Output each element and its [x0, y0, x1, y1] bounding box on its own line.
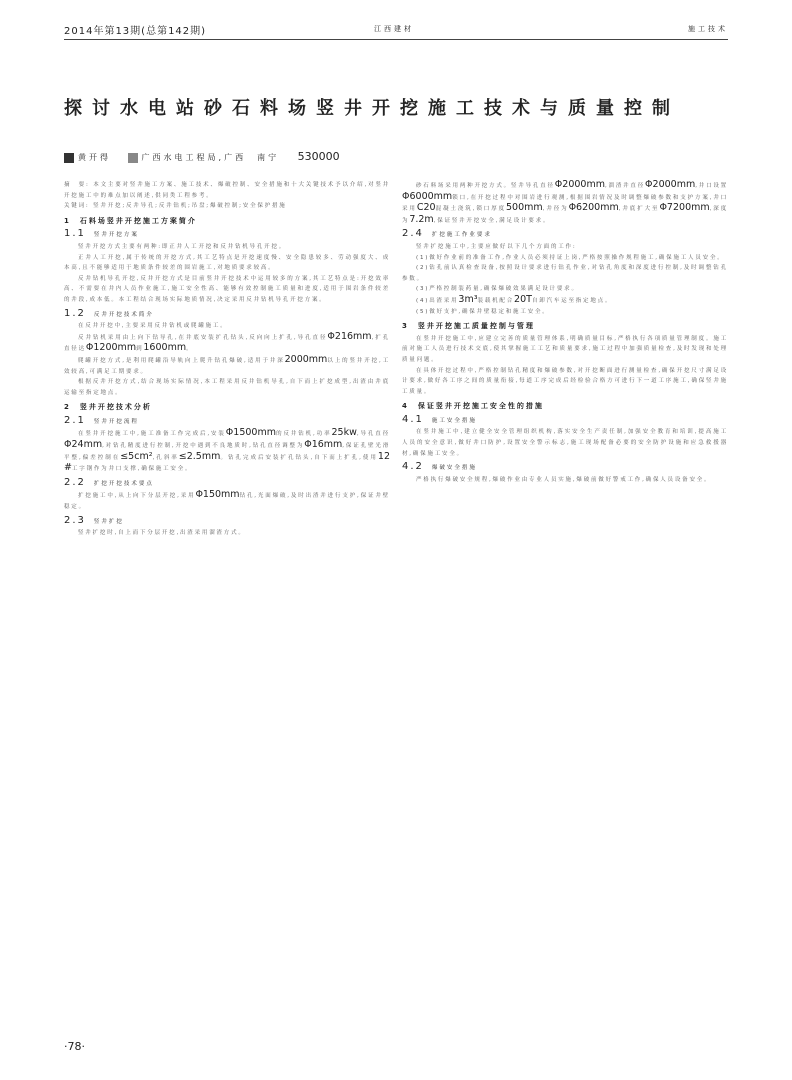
left-body [64, 216, 390, 539]
keywords [64, 201, 390, 212]
inline-value: Φ2000mm [554, 179, 605, 190]
inline-value: C20 [416, 202, 436, 214]
subsection-number: 2.1 [64, 414, 86, 426]
section-heading: 1 石料场竖井开挖施工方案简介 [64, 216, 197, 225]
author-affiliation: 广西水电工程局,广西 南宁 [141, 153, 280, 162]
paper-title: 探讨水电站砂石料场竖井开挖施工技术与质量控制 [64, 98, 680, 119]
inline-value: 500mm [506, 202, 543, 214]
body-paragraph: 正井人工开挖,属于传统的开挖方式,其工艺特点是开挖速度慢、安全隐患较多、劳动强度大、成本高,且不能够适用于地质条件较差的围岩施工,对地质要求较高。 [64, 254, 390, 272]
subsection-number: 1.2 [64, 307, 86, 319]
subsection-heading [64, 516, 390, 528]
running-header [64, 22, 728, 38]
subsection-heading [402, 415, 728, 427]
body-paragraph: 在竖井开挖施工中,应建立完善的质量管理体系,明确质量目标,严格执行各项质量管理制度。施工前对施工人员进行技术交底,使其掌握施工工艺和质量要求,施工过程中加强质量检查,及时发现和处理质量问题。 [402, 335, 728, 363]
abstract [64, 180, 390, 201]
body-paragraph: 反井钻机导孔开挖,反井开挖方式是目前竖井开挖技术中运用较多的方案,其工艺特点是:开挖效率高、不需要在井内人员作业施工,施工安全性高、能够有效控制施工质量和进度,适用于围岩条件较差的井段,成本低。本工程结合现场实际地质情况,决定采用反井钻机导孔开挖方案。 [64, 275, 390, 303]
affiliation-marker-icon [128, 153, 138, 163]
text-run: 以上的竖井开挖,工效较高,可满足工期要求。 [64, 357, 390, 375]
subsection-heading [402, 462, 728, 474]
page-number: ·78· [64, 1040, 85, 1053]
right-column [402, 180, 728, 485]
text-run: 钻孔,光面爆破,及时出渣并进行支护,保证井壁稳定。 [64, 493, 390, 511]
text-run: ,导孔直径 [356, 431, 390, 438]
inline-value: Φ1200mm [85, 342, 137, 354]
subsection-number: 2.2 [64, 476, 86, 488]
text-run: ,溜渣井直径 [604, 183, 646, 189]
inline-value: Φ216mm [327, 330, 372, 342]
inline-value: Φ150mm [195, 489, 240, 501]
text-run: ,井底扩大至 [618, 206, 660, 213]
text-run: 装载机配合 [477, 297, 515, 304]
inline-value: 25kw [331, 427, 357, 439]
body-paragraph [402, 295, 728, 307]
subsection-title: 爆破安全措施 [431, 465, 477, 472]
text-run: (4)出渣采用 [416, 297, 459, 304]
body-paragraph: (5)做好支护,确保井壁稳定和施工安全。 [416, 308, 550, 315]
subsection-title: 扩挖开挖技术要点 [93, 480, 154, 487]
subsection-number: 4.1 [402, 413, 424, 425]
abstract-label: 摘 要: [64, 182, 90, 188]
subsection-heading [64, 416, 390, 428]
body-paragraph [64, 332, 390, 355]
section-heading: 2 竖井开挖技术分析 [64, 403, 152, 412]
subsection-heading [64, 309, 390, 321]
text-run: ,孔斜率 [152, 454, 179, 461]
text-run: 。钻孔完成后安装扩孔钻头,自下而上扩孔,使用 [220, 454, 378, 461]
body-paragraph: 竖井扩挖施工中,主要应做好以下几个方面的工作: [416, 243, 577, 250]
header-rule [64, 39, 728, 40]
body-paragraph [64, 355, 390, 377]
text-run: ,保证孔壁光滑平整,偏差控制在 [64, 443, 390, 461]
keywords-label: 关键词: [64, 203, 90, 210]
text-run: 到 [136, 346, 144, 353]
subsection-number: 2.4 [402, 228, 424, 240]
text-run: 反井钻机采用由上向下钻导孔,在井底安装扩孔钻头,反向向上扩孔,导孔直径 [78, 334, 328, 341]
text-run: 自卸汽车运至指定地点。 [531, 297, 613, 304]
body-paragraph: 在竖井施工中,建立健全安全管理组织机构,落实安全生产责任制,加强安全教育和培训,提高施工人员的安全意识,做好井口防护,设置安全警示标志,施工现场配备必要的安全防护设施和应急救援器材,确保施工安全。 [402, 429, 728, 457]
inline-value: Φ7200mm [659, 202, 710, 214]
inline-value: Φ24mm [64, 439, 103, 451]
text-run: 工字钢作为井口支撑,确保施工安全。 [71, 466, 193, 473]
abstract-block [64, 180, 390, 212]
left-column [64, 180, 390, 539]
postal-code: 530000 [297, 150, 340, 163]
subsection-heading [64, 229, 390, 241]
body-paragraph: 根据反井开挖方式,结合现场实际情况,本工程采用反井钻机导孔,自下而上扩挖成型,出渣由井底运输至指定地点。 [64, 379, 390, 396]
body-paragraph: (3)严格控制装药量,确保爆破效果满足设计要求。 [416, 286, 579, 293]
body-paragraph [402, 180, 728, 226]
subsection-title: 竖井扩挖 [93, 518, 124, 525]
author-marker-icon [64, 153, 74, 163]
body-paragraph: (1)做好作业前的准备工作,作业人员必须持证上岗,严格按照操作规程施工,确保施工人员安全。 [416, 254, 725, 261]
subsection-title: 竖井开挖流程 [93, 418, 139, 425]
text-run: 在竖井开挖施工中,施工准备工作完成后,安装 [78, 431, 226, 438]
journal-name: 江西建材 [374, 25, 414, 33]
keywords-text: 竖井开挖;反井导孔;反井钻机;吊盘;爆破控制;安全保护措施 [93, 203, 287, 210]
body-paragraph: (2)钻孔前认真检查设备,按照设计要求进行钻孔作业,对钻孔角度和深度进行控制,及时调整钻孔参数。 [402, 265, 728, 282]
body-paragraph: 竖井扩挖时,自上而下分层开挖,出渣采用溜渣方式。 [78, 530, 246, 537]
text-run: ,井口设置 [695, 183, 728, 189]
inline-value: 12# [64, 450, 390, 474]
body-paragraph: 竖井开挖方式主要有两种:即正井人工开挖和反井钻机导孔开挖。 [78, 243, 287, 250]
text-run: 爬罐开挖方式,是利用爬罐沿导轨向上爬升钻孔爆破,适用于井深 [78, 357, 285, 364]
text-run: 混凝土浇筑,锁口厚度 [435, 206, 507, 213]
subsection-number: 2.3 [64, 514, 86, 526]
inline-value: Φ2000mm [645, 179, 696, 190]
text-run: ,扩孔直径达 [64, 334, 390, 353]
text-run: 锁口,在开挖过程中对围岩进行观测,根据围岩情况及时调整爆破参数和支护方案,井口采用 [402, 194, 728, 213]
author-line [64, 150, 340, 163]
section-heading: 3 竖井开挖施工质量控制与管理 [402, 322, 535, 331]
inline-value: 7.2m [409, 213, 434, 225]
inline-value: Φ6000mm [402, 190, 453, 202]
inline-value: ≤2.5mm [178, 450, 221, 462]
abstract-text: 本文主要对竖井施工方案、施工技术、爆破控制、安全措施和十大关键技术予以介绍,对竖井开挖施工中的难点加以阐述,供同类工程参考。 [64, 182, 390, 199]
text-run: ,井径为 [542, 206, 569, 213]
subsection-title: 扩挖施工作业要求 [431, 232, 492, 239]
text-run: 。 [186, 346, 194, 353]
inline-value: 3m³ [458, 293, 478, 305]
inline-value: Φ16mm [304, 439, 343, 451]
author-name: 黄开得 [78, 153, 111, 162]
body-paragraph: 严格执行爆破安全规程,爆破作业由专业人员实施,爆破前做好警戒工作,确保人员设备安全。 [416, 476, 712, 483]
subsection-heading [402, 229, 728, 241]
subsection-number: 1.1 [64, 228, 86, 240]
section-name: 施工技术 [688, 25, 728, 33]
inline-value: Φ6200mm [568, 202, 619, 214]
inline-value: Φ1500mm [225, 427, 276, 439]
text-run: ,深度为 [402, 206, 728, 224]
inline-value: 20T [514, 293, 532, 305]
subsection-title: 施工安全措施 [431, 417, 477, 424]
issue-info: 2014年第13期(总第142期) [64, 26, 207, 37]
text-run: 砂石料场采用两种开挖方式。竖井导孔直径 [416, 183, 555, 189]
text-run: 的反井钻机,功率 [275, 431, 332, 438]
text-run: 扩挖施工中,从上向下分层开挖,采用 [78, 493, 196, 500]
inline-value: ≤5cm² [120, 450, 153, 462]
text-run: ,保证竖井开挖安全,满足设计要求。 [433, 217, 551, 224]
subsection-number: 4.2 [402, 461, 424, 473]
body-paragraph [64, 490, 390, 512]
subsection-title: 竖井开挖方案 [93, 232, 139, 239]
right-body [402, 180, 728, 485]
body-paragraph: 在具体开挖过程中,严格控制钻孔精度和爆破参数,对开挖断面进行测量检查,确保开挖尺寸满足设计要求,做好各工序之间的质量衔接,每道工序完成后经检验合格方可进行下一道工序施工,确保竖井施工质量。 [402, 367, 728, 395]
text-run: ,对钻孔精度进行控制,开挖中遇到不良地质时,钻孔直径调整为 [102, 443, 305, 450]
body-paragraph: 在反井开挖中,主要采用反井钻机或爬罐施工。 [78, 323, 228, 330]
section-heading: 4 保证竖井开挖施工安全性的措施 [402, 402, 544, 411]
subsection-title: 反井开挖技术简介 [93, 311, 154, 318]
inline-value: 1600mm [143, 342, 187, 354]
body-paragraph [64, 428, 390, 474]
subsection-heading [64, 478, 390, 490]
inline-value: 2000mm [284, 353, 328, 365]
